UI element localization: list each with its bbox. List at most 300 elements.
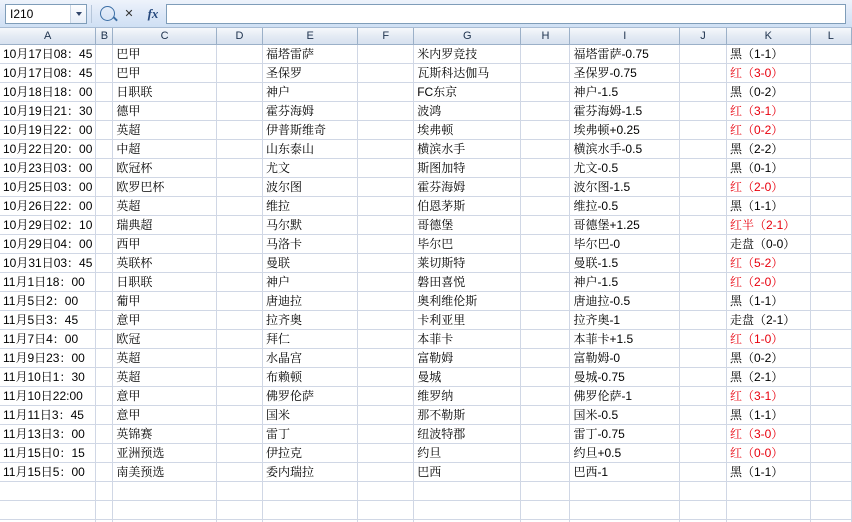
cell-L16[interactable] [810, 329, 851, 348]
cell-J1[interactable] [680, 44, 727, 63]
table-row[interactable] [0, 253, 852, 272]
cell-J22[interactable] [680, 443, 727, 462]
cell-B6[interactable] [96, 139, 113, 158]
cell-C-empty[interactable] [113, 500, 217, 519]
cell-H14[interactable] [521, 291, 570, 310]
cell-H17[interactable] [521, 348, 570, 367]
table-row[interactable] [0, 367, 852, 386]
cell-G18[interactable]: 曼城 [414, 367, 521, 386]
cell-A-empty[interactable] [0, 481, 96, 500]
cell-I15[interactable]: 拉齐奥-1 [570, 310, 680, 329]
cell-A20[interactable]: 11月11日3：45 [0, 405, 96, 424]
cell-E15[interactable]: 拉齐奥 [263, 310, 358, 329]
column-header-A[interactable]: A [0, 28, 96, 44]
cell-F2[interactable] [358, 63, 414, 82]
cell-C-empty[interactable] [113, 481, 217, 500]
cell-L9[interactable] [810, 196, 851, 215]
table-row[interactable] [0, 120, 852, 139]
cell-H9[interactable] [521, 196, 570, 215]
cell-H13[interactable] [521, 272, 570, 291]
cell-L11[interactable] [810, 234, 851, 253]
cell-B-empty[interactable] [96, 481, 113, 500]
cell-I-empty[interactable] [570, 500, 680, 519]
cell-D15[interactable] [216, 310, 262, 329]
cell-E22[interactable]: 伊拉克 [263, 443, 358, 462]
cell-D22[interactable] [216, 443, 262, 462]
cell-C4[interactable]: 德甲 [113, 101, 217, 120]
table-row[interactable] [0, 44, 852, 63]
cell-B1[interactable] [96, 44, 113, 63]
cell-I13[interactable]: 神户-1.5 [570, 272, 680, 291]
cell-K10[interactable]: 红半（2-1） [726, 215, 810, 234]
cell-B5[interactable] [96, 120, 113, 139]
cell-C7[interactable]: 欧冠杯 [113, 158, 217, 177]
cell-G10[interactable]: 哥德堡 [414, 215, 521, 234]
formula-input[interactable] [166, 4, 846, 24]
cell-J15[interactable] [680, 310, 727, 329]
cell-D16[interactable] [216, 329, 262, 348]
cell-J11[interactable] [680, 234, 727, 253]
cell-D4[interactable] [216, 101, 262, 120]
cell-L8[interactable] [810, 177, 851, 196]
cell-B17[interactable] [96, 348, 113, 367]
cell-I3[interactable]: 神户-1.5 [570, 82, 680, 101]
cell-E16[interactable]: 拜仁 [263, 329, 358, 348]
cell-G20[interactable]: 那不勒斯 [414, 405, 521, 424]
cell-K21[interactable]: 红（3-0） [726, 424, 810, 443]
cell-G11[interactable]: 毕尔巴 [414, 234, 521, 253]
cell-L18[interactable] [810, 367, 851, 386]
cell-D3[interactable] [216, 82, 262, 101]
cell-F3[interactable] [358, 82, 414, 101]
cell-C1[interactable]: 巴甲 [113, 44, 217, 63]
cell-C9[interactable]: 英超 [113, 196, 217, 215]
cell-F20[interactable] [358, 405, 414, 424]
cell-I2[interactable]: 圣保罗-0.75 [570, 63, 680, 82]
cell-B21[interactable] [96, 424, 113, 443]
cell-G15[interactable]: 卡利亚里 [414, 310, 521, 329]
cell-K17[interactable]: 黑（0-2） [726, 348, 810, 367]
cell-J14[interactable] [680, 291, 727, 310]
cell-J3[interactable] [680, 82, 727, 101]
cell-G1[interactable]: 米内罗竞技 [414, 44, 521, 63]
cell-L21[interactable] [810, 424, 851, 443]
cell-D12[interactable] [216, 253, 262, 272]
column-header-I[interactable]: I [570, 28, 680, 44]
cell-G5[interactable]: 埃弗顿 [414, 120, 521, 139]
cell-E18[interactable]: 布赖顿 [263, 367, 358, 386]
cell-H19[interactable] [521, 386, 570, 405]
cell-B4[interactable] [96, 101, 113, 120]
cell-E12[interactable]: 曼联 [263, 253, 358, 272]
cell-J20[interactable] [680, 405, 727, 424]
cell-A9[interactable]: 10月26日22：00 [0, 196, 96, 215]
cell-L6[interactable] [810, 139, 851, 158]
cell-D10[interactable] [216, 215, 262, 234]
cell-G19[interactable]: 维罗纳 [414, 386, 521, 405]
cell-K2[interactable]: 红（3-0） [726, 63, 810, 82]
cell-F9[interactable] [358, 196, 414, 215]
cell-A-empty[interactable] [0, 500, 96, 519]
cell-B11[interactable] [96, 234, 113, 253]
cell-H8[interactable] [521, 177, 570, 196]
cell-I23[interactable]: 巴西-1 [570, 462, 680, 481]
cell-D9[interactable] [216, 196, 262, 215]
cancel-entry-button[interactable]: ✕ [124, 8, 134, 20]
cell-B16[interactable] [96, 329, 113, 348]
cell-L2[interactable] [810, 63, 851, 82]
cell-E20[interactable]: 国米 [263, 405, 358, 424]
cell-F8[interactable] [358, 177, 414, 196]
cell-H21[interactable] [521, 424, 570, 443]
table-row[interactable] [0, 158, 852, 177]
cell-A8[interactable]: 10月25日03：00 [0, 177, 96, 196]
cell-H10[interactable] [521, 215, 570, 234]
cell-K20[interactable]: 黑（1-1） [726, 405, 810, 424]
cell-L3[interactable] [810, 82, 851, 101]
cell-K4[interactable]: 红（3-1） [726, 101, 810, 120]
cell-J9[interactable] [680, 196, 727, 215]
cell-E17[interactable]: 水晶宫 [263, 348, 358, 367]
cell-D-empty[interactable] [216, 500, 262, 519]
cell-B9[interactable] [96, 196, 113, 215]
cell-J6[interactable] [680, 139, 727, 158]
table-row[interactable] [0, 234, 852, 253]
cell-H-empty[interactable] [521, 500, 570, 519]
column-header-E[interactable]: E [263, 28, 358, 44]
cell-G-empty[interactable] [414, 481, 521, 500]
cell-A11[interactable]: 10月29日04：00 [0, 234, 96, 253]
cell-C5[interactable]: 英超 [113, 120, 217, 139]
table-row[interactable] [0, 405, 852, 424]
cell-F12[interactable] [358, 253, 414, 272]
cell-J17[interactable] [680, 348, 727, 367]
cell-L7[interactable] [810, 158, 851, 177]
cell-A2[interactable]: 10月17日08：45 [0, 63, 96, 82]
cell-I8[interactable]: 波尔图-1.5 [570, 177, 680, 196]
table-row[interactable] [0, 291, 852, 310]
cell-J23[interactable] [680, 462, 727, 481]
cell-C19[interactable]: 意甲 [113, 386, 217, 405]
cell-E10[interactable]: 马尔默 [263, 215, 358, 234]
cell-A3[interactable]: 10月18日18：00 [0, 82, 96, 101]
cell-A15[interactable]: 11月5日3：45 [0, 310, 96, 329]
cell-K12[interactable]: 红（5-2） [726, 253, 810, 272]
cell-F5[interactable] [358, 120, 414, 139]
cell-E19[interactable]: 佛罗伦萨 [263, 386, 358, 405]
cell-F22[interactable] [358, 443, 414, 462]
cell-H15[interactable] [521, 310, 570, 329]
cell-H5[interactable] [521, 120, 570, 139]
cell-B10[interactable] [96, 215, 113, 234]
cell-L12[interactable] [810, 253, 851, 272]
cell-F18[interactable] [358, 367, 414, 386]
table-row[interactable] [0, 177, 852, 196]
cell-K1[interactable]: 黑（1-1） [726, 44, 810, 63]
cell-K18[interactable]: 黑（2-1） [726, 367, 810, 386]
table-row-empty[interactable] [0, 481, 852, 500]
table-row[interactable] [0, 272, 852, 291]
magnifier-icon[interactable] [96, 4, 118, 24]
cell-K16[interactable]: 红（1-0） [726, 329, 810, 348]
cell-J16[interactable] [680, 329, 727, 348]
cell-B22[interactable] [96, 443, 113, 462]
cell-D6[interactable] [216, 139, 262, 158]
cell-K19[interactable]: 红（3-1） [726, 386, 810, 405]
cell-E4[interactable]: 霍芬海姆 [263, 101, 358, 120]
cell-C6[interactable]: 中超 [113, 139, 217, 158]
cell-D-empty[interactable] [216, 481, 262, 500]
cell-I10[interactable]: 哥德堡+1.25 [570, 215, 680, 234]
cell-A22[interactable]: 11月15日0：15 [0, 443, 96, 462]
cell-H4[interactable] [521, 101, 570, 120]
cell-C11[interactable]: 西甲 [113, 234, 217, 253]
cell-A6[interactable]: 10月22日20：00 [0, 139, 96, 158]
cell-C22[interactable]: 亚洲预选 [113, 443, 217, 462]
column-header-K[interactable]: K [726, 28, 810, 44]
cell-F4[interactable] [358, 101, 414, 120]
cell-A14[interactable]: 11月5日2：00 [0, 291, 96, 310]
cell-D11[interactable] [216, 234, 262, 253]
cell-A18[interactable]: 11月10日1：30 [0, 367, 96, 386]
cell-B20[interactable] [96, 405, 113, 424]
cell-J21[interactable] [680, 424, 727, 443]
cell-L1[interactable] [810, 44, 851, 63]
cell-J13[interactable] [680, 272, 727, 291]
column-header-D[interactable]: D [216, 28, 262, 44]
cell-I21[interactable]: 雷丁-0.75 [570, 424, 680, 443]
cell-B23[interactable] [96, 462, 113, 481]
cell-L17[interactable] [810, 348, 851, 367]
cell-E-empty[interactable] [263, 500, 358, 519]
cell-I1[interactable]: 福塔雷萨-0.75 [570, 44, 680, 63]
cell-H3[interactable] [521, 82, 570, 101]
cell-E11[interactable]: 马洛卡 [263, 234, 358, 253]
cell-F14[interactable] [358, 291, 414, 310]
cell-D7[interactable] [216, 158, 262, 177]
cell-J8[interactable] [680, 177, 727, 196]
column-header-H[interactable]: H [521, 28, 570, 44]
cell-A10[interactable]: 10月29日02：10 [0, 215, 96, 234]
cell-G16[interactable]: 本菲卡 [414, 329, 521, 348]
cell-H2[interactable] [521, 63, 570, 82]
cell-J-empty[interactable] [680, 481, 727, 500]
cell-F16[interactable] [358, 329, 414, 348]
cell-I17[interactable]: 富勒姆-0 [570, 348, 680, 367]
cell-B7[interactable] [96, 158, 113, 177]
cell-E23[interactable]: 委内瑞拉 [263, 462, 358, 481]
cell-I22[interactable]: 约旦+0.5 [570, 443, 680, 462]
table-row[interactable] [0, 101, 852, 120]
cell-B19[interactable] [96, 386, 113, 405]
cell-H6[interactable] [521, 139, 570, 158]
table-row[interactable] [0, 329, 852, 348]
cell-G6[interactable]: 横滨水手 [414, 139, 521, 158]
table-row[interactable] [0, 310, 852, 329]
cell-C23[interactable]: 南美预选 [113, 462, 217, 481]
cell-K6[interactable]: 黑（2-2） [726, 139, 810, 158]
column-header-F[interactable]: F [358, 28, 414, 44]
cell-D21[interactable] [216, 424, 262, 443]
table-row[interactable] [0, 348, 852, 367]
cell-H20[interactable] [521, 405, 570, 424]
cell-B14[interactable] [96, 291, 113, 310]
cell-B12[interactable] [96, 253, 113, 272]
cell-C16[interactable]: 欧冠 [113, 329, 217, 348]
cell-I16[interactable]: 本菲卡+1.5 [570, 329, 680, 348]
cell-E-empty[interactable] [263, 481, 358, 500]
cell-E1[interactable]: 福塔雷萨 [263, 44, 358, 63]
cell-C18[interactable]: 英超 [113, 367, 217, 386]
cell-K11[interactable]: 走盘（0-0） [726, 234, 810, 253]
cell-G22[interactable]: 约旦 [414, 443, 521, 462]
cell-G8[interactable]: 霍芬海姆 [414, 177, 521, 196]
cell-D14[interactable] [216, 291, 262, 310]
table-row[interactable] [0, 139, 852, 158]
cell-C17[interactable]: 英超 [113, 348, 217, 367]
cell-J12[interactable] [680, 253, 727, 272]
cell-F13[interactable] [358, 272, 414, 291]
cell-B-empty[interactable] [96, 500, 113, 519]
cell-D23[interactable] [216, 462, 262, 481]
cell-C8[interactable]: 欧罗巴杯 [113, 177, 217, 196]
cell-J19[interactable] [680, 386, 727, 405]
cell-I9[interactable]: 维拉-0.5 [570, 196, 680, 215]
cell-K14[interactable]: 黑（1-1） [726, 291, 810, 310]
cell-H16[interactable] [521, 329, 570, 348]
cell-J-empty[interactable] [680, 500, 727, 519]
cell-C15[interactable]: 意甲 [113, 310, 217, 329]
cell-E9[interactable]: 维拉 [263, 196, 358, 215]
cell-J18[interactable] [680, 367, 727, 386]
cell-I14[interactable]: 唐迪拉-0.5 [570, 291, 680, 310]
cell-D19[interactable] [216, 386, 262, 405]
column-header-J[interactable]: J [680, 28, 727, 44]
table-row[interactable] [0, 462, 852, 481]
cell-L19[interactable] [810, 386, 851, 405]
cell-L-empty[interactable] [810, 500, 851, 519]
cell-L14[interactable] [810, 291, 851, 310]
cell-D20[interactable] [216, 405, 262, 424]
cell-I4[interactable]: 霍芬海姆-1.5 [570, 101, 680, 120]
table-row[interactable] [0, 63, 852, 82]
cell-A1[interactable]: 10月17日08：45 [0, 44, 96, 63]
cell-G14[interactable]: 奥利维伦斯 [414, 291, 521, 310]
column-header-L[interactable]: L [810, 28, 851, 44]
name-box[interactable] [5, 4, 87, 24]
cell-A12[interactable]: 10月31日03：45 [0, 253, 96, 272]
cell-K13[interactable]: 红（2-0） [726, 272, 810, 291]
cell-I18[interactable]: 曼城-0.75 [570, 367, 680, 386]
cell-F17[interactable] [358, 348, 414, 367]
cell-G17[interactable]: 富勒姆 [414, 348, 521, 367]
cell-B8[interactable] [96, 177, 113, 196]
column-header-B[interactable]: B [96, 28, 113, 44]
cell-A4[interactable]: 10月19日21：30 [0, 101, 96, 120]
cell-F6[interactable] [358, 139, 414, 158]
cell-G-empty[interactable] [414, 500, 521, 519]
cell-I11[interactable]: 毕尔巴-0 [570, 234, 680, 253]
cell-A21[interactable]: 11月13日3：00 [0, 424, 96, 443]
cell-E7[interactable]: 尤文 [263, 158, 358, 177]
cell-A19[interactable]: 11月10日22:00 [0, 386, 96, 405]
cell-D1[interactable] [216, 44, 262, 63]
cell-K23[interactable]: 黑（1-1） [726, 462, 810, 481]
cell-G23[interactable]: 巴西 [414, 462, 521, 481]
cell-E8[interactable]: 波尔图 [263, 177, 358, 196]
cell-J2[interactable] [680, 63, 727, 82]
table-row[interactable] [0, 215, 852, 234]
cell-K-empty[interactable] [726, 500, 810, 519]
cell-H7[interactable] [521, 158, 570, 177]
cell-G12[interactable]: 莱切斯特 [414, 253, 521, 272]
cell-G4[interactable]: 波鸿 [414, 101, 521, 120]
cell-I6[interactable]: 横滨水手-0.5 [570, 139, 680, 158]
cell-K9[interactable]: 黑（1-1） [726, 196, 810, 215]
cell-A16[interactable]: 11月7日4：00 [0, 329, 96, 348]
cell-F15[interactable] [358, 310, 414, 329]
table-row[interactable] [0, 82, 852, 101]
cell-F-empty[interactable] [358, 481, 414, 500]
cell-A5[interactable]: 10月19日22：00 [0, 120, 96, 139]
column-header-C[interactable]: C [113, 28, 217, 44]
table-row[interactable] [0, 386, 852, 405]
cell-B2[interactable] [96, 63, 113, 82]
cell-K-empty[interactable] [726, 481, 810, 500]
cell-C3[interactable]: 日职联 [113, 82, 217, 101]
cell-I7[interactable]: 尤文-0.5 [570, 158, 680, 177]
cell-L23[interactable] [810, 462, 851, 481]
cell-K3[interactable]: 黑（0-2） [726, 82, 810, 101]
cell-G9[interactable]: 伯恩茅斯 [414, 196, 521, 215]
cell-K22[interactable]: 红（0-0） [726, 443, 810, 462]
cell-B13[interactable] [96, 272, 113, 291]
cell-K5[interactable]: 红（0-2） [726, 120, 810, 139]
cell-L22[interactable] [810, 443, 851, 462]
table-row-empty[interactable] [0, 500, 852, 519]
cell-L20[interactable] [810, 405, 851, 424]
cell-E14[interactable]: 唐迪拉 [263, 291, 358, 310]
cell-G3[interactable]: FC东京 [414, 82, 521, 101]
cell-F-empty[interactable] [358, 500, 414, 519]
cell-F7[interactable] [358, 158, 414, 177]
table-row[interactable] [0, 196, 852, 215]
cell-L10[interactable] [810, 215, 851, 234]
cell-G7[interactable]: 斯图加特 [414, 158, 521, 177]
cell-D17[interactable] [216, 348, 262, 367]
table-row[interactable] [0, 424, 852, 443]
chevron-down-icon[interactable] [70, 5, 86, 23]
cell-E3[interactable]: 神户 [263, 82, 358, 101]
cell-E13[interactable]: 神户 [263, 272, 358, 291]
cell-D5[interactable] [216, 120, 262, 139]
cell-K7[interactable]: 黑（0-1） [726, 158, 810, 177]
cell-F1[interactable] [358, 44, 414, 63]
cell-C14[interactable]: 葡甲 [113, 291, 217, 310]
cell-I5[interactable]: 埃弗顿+0.25 [570, 120, 680, 139]
cell-I19[interactable]: 佛罗伦萨-1 [570, 386, 680, 405]
cell-J10[interactable] [680, 215, 727, 234]
cell-H-empty[interactable] [521, 481, 570, 500]
cell-D8[interactable] [216, 177, 262, 196]
cell-A7[interactable]: 10月23日03：00 [0, 158, 96, 177]
cell-I20[interactable]: 国米-0.5 [570, 405, 680, 424]
cell-H18[interactable] [521, 367, 570, 386]
cell-A17[interactable]: 11月9日23：00 [0, 348, 96, 367]
cell-J7[interactable] [680, 158, 727, 177]
cell-L5[interactable] [810, 120, 851, 139]
cell-C13[interactable]: 日职联 [113, 272, 217, 291]
